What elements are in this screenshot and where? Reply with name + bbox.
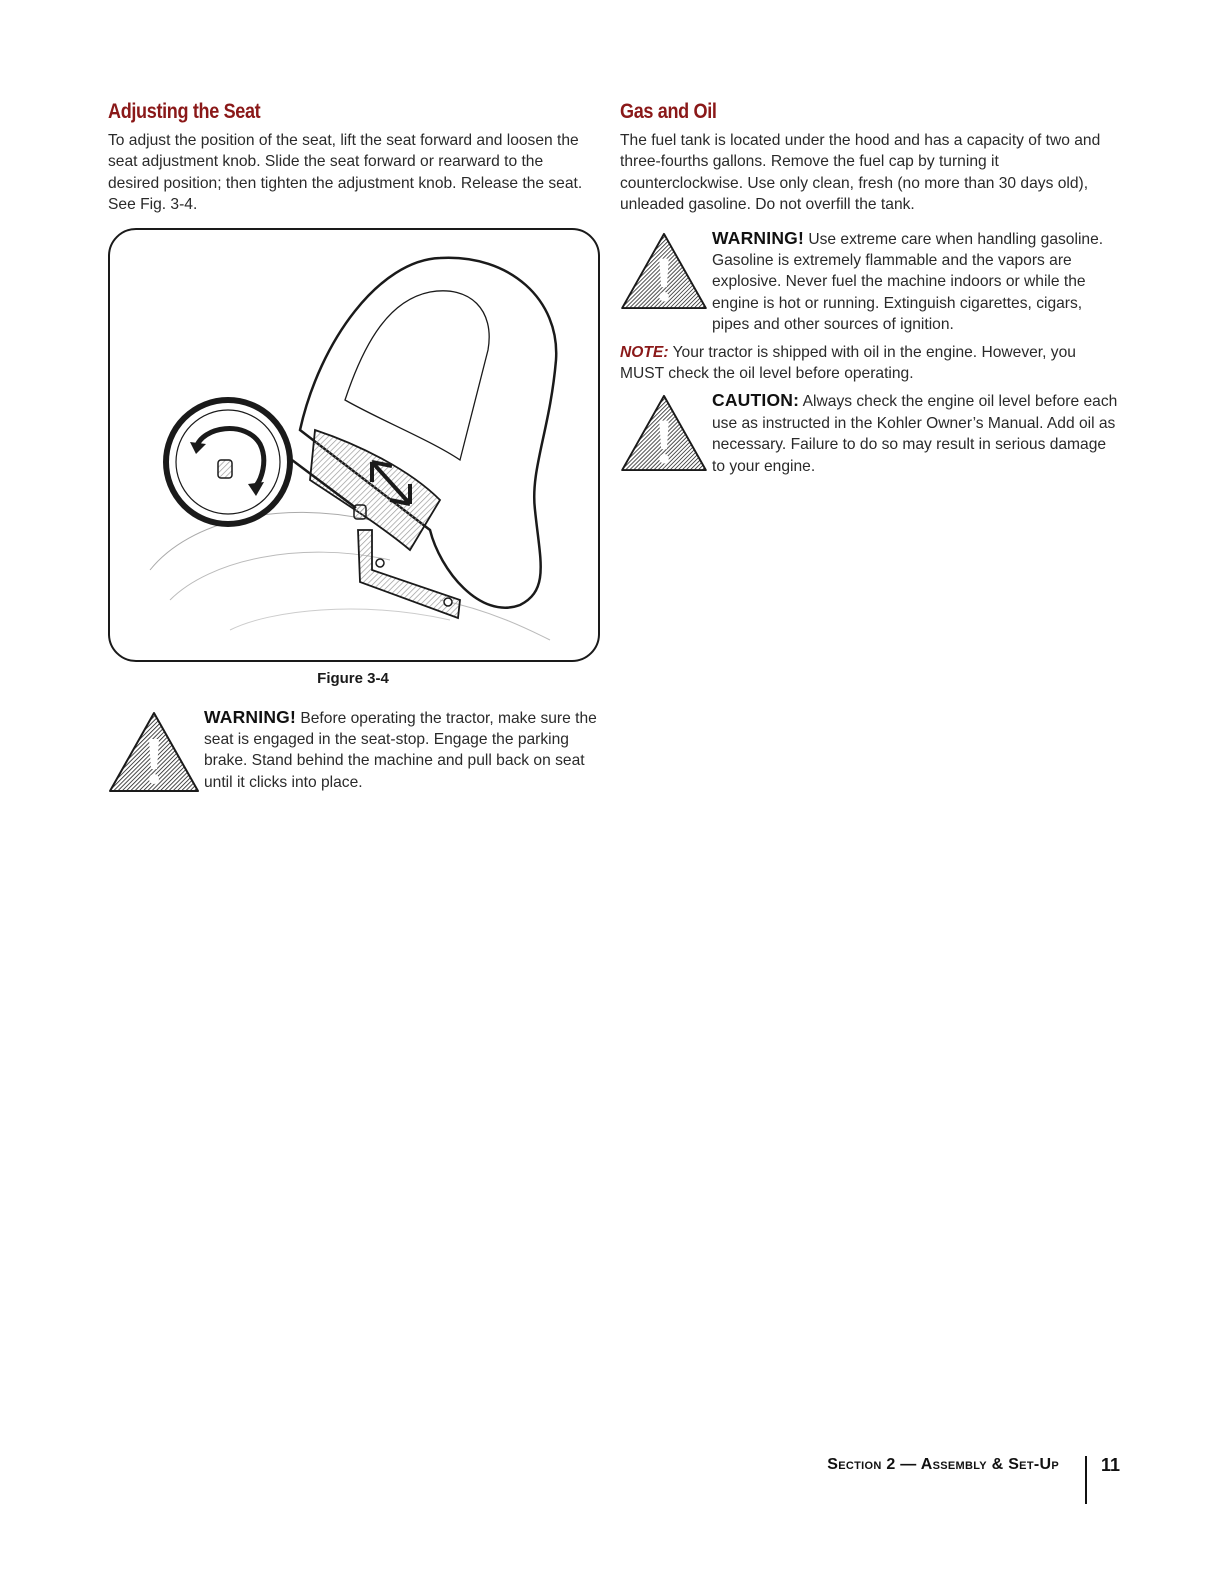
left-column bbox=[108, 100, 598, 793]
warning-gasoline-text: Use extreme care when handling gasoline. Gasoline is extremely flammable and the vapors are explosive. Never fuel the machine indoors or while the engine is hot or running. Extinguish cigarettes, cigars, pipes and other sources of ignition. bbox=[712, 230, 1104, 334]
footer-divider bbox=[1085, 1456, 1087, 1504]
note-text: Your tractor is shipped with oil in the engine. However, you MUST check the oil level before operating. bbox=[620, 343, 1076, 383]
note-label: NOTE: bbox=[620, 343, 669, 361]
warning-triangle-icon bbox=[108, 711, 200, 793]
warning-seat-text: Before operating the tractor, make sure the seat is engaged in the seat-stop. Engage the parking brake. Stand behind the machine and pull back on seat until it clicks into place. bbox=[204, 709, 597, 791]
gas-oil-paragraph: The fuel tank is located under the hood and has a capacity of two and three-fourths gallons. Remove the fuel cap by turning it counterclockwise. Use only clean, fresh (no more than 30 days old), unleaded gasoline. Do not overfill the tank. bbox=[620, 132, 1101, 214]
seat-adjustment-figure bbox=[108, 228, 600, 662]
caution-oil-text: Always check the engine oil level before each use as instructed in the Kohler Owner’s Manual. Add oil as necessary. Failure to do so may result in serious damage to your engine. bbox=[712, 393, 1118, 475]
warning-seat-alert bbox=[108, 707, 598, 794]
warning-label: WARNING! bbox=[204, 706, 297, 727]
warning-triangle-icon bbox=[620, 232, 708, 310]
caution-oil-alert bbox=[620, 390, 1120, 477]
warning-label: WARNING! bbox=[712, 227, 805, 248]
footer-section-title: Section 2 — Assembly & Set-Up bbox=[827, 1456, 1059, 1473]
page-footer bbox=[827, 1426, 1120, 1504]
seat-illustration bbox=[110, 230, 598, 660]
caution-label: CAUTION: bbox=[712, 390, 800, 411]
warning-seat-text-block bbox=[204, 707, 598, 794]
warning-triangle-icon bbox=[620, 394, 708, 472]
section-heading-gas-oil: Gas and Oil bbox=[620, 100, 717, 123]
page-number: 11 bbox=[1100, 1454, 1120, 1475]
figure-caption: Figure 3-4 bbox=[317, 669, 389, 687]
right-column bbox=[620, 100, 1120, 477]
warning-gasoline-alert bbox=[620, 228, 1120, 336]
section-heading-adjusting-seat: Adjusting the Seat bbox=[108, 100, 261, 123]
adjusting-seat-paragraph: To adjust the position of the seat, lift the seat forward and loosen the seat adjustment knob. Slide the seat forward or rearward to the desired position; then tighten the adjustment knob. Release the seat. See Fig. 3-4. bbox=[108, 132, 583, 214]
caution-oil-text-block bbox=[712, 390, 1120, 477]
note-paragraph bbox=[620, 342, 1120, 385]
warning-gasoline-text-block bbox=[712, 228, 1120, 336]
